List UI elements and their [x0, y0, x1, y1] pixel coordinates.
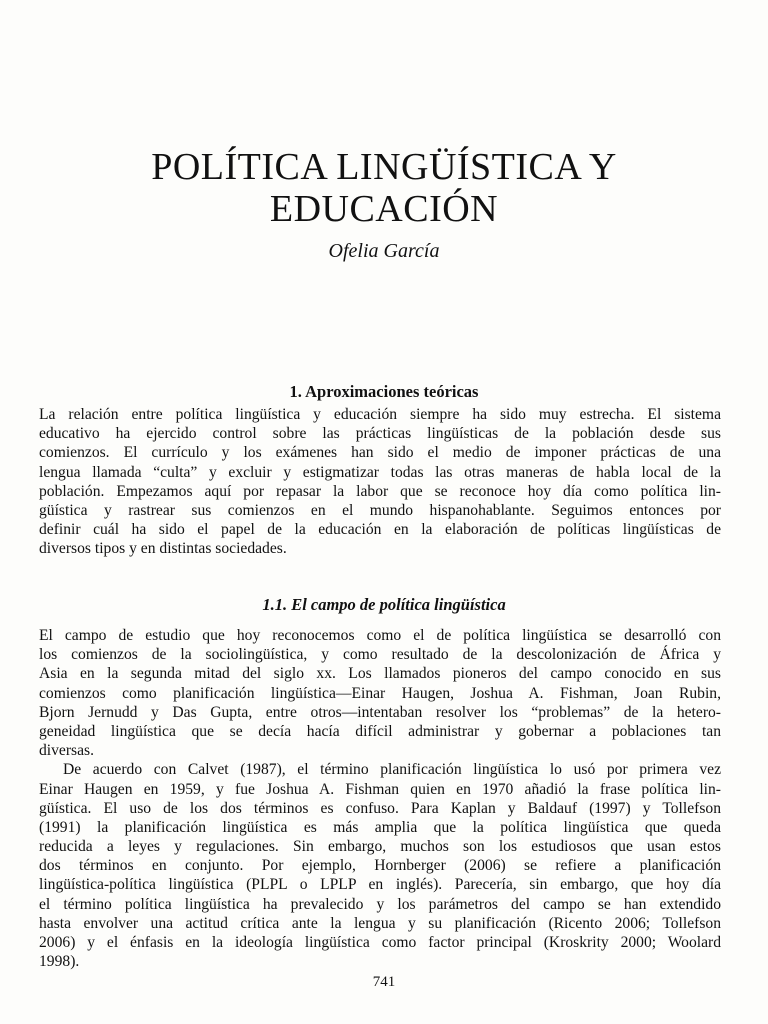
chapter-title-line-1: POLÍTICA LINGÜÍSTICA Y: [151, 146, 617, 188]
text-line: diversas.: [39, 742, 94, 760]
section-heading-1: 1. Aproximaciones teóricas: [289, 382, 479, 401]
text-line: hasta envolver una actitud crítica ante la lengua y su planificación (Ricento 2006; Tollefson: [39, 914, 721, 932]
section-1-body: [39, 405, 721, 559]
text-line: lingüística-política lingüística (PLPL o LPLP en inglés). Parecería, sin embargo, que hoy día: [39, 876, 721, 894]
text-line: reducida a leyes y regulaciones. Sin embargo, muchos son los estudiosos que usan estos: [39, 838, 721, 856]
text-line: el término política lingüística ha prevalecido y los parámetros del campo se han extendido: [39, 895, 721, 913]
section-heading-1-1: 1.1. El campo de política lingüística: [262, 595, 506, 614]
chapter-title-line-2: EDUCACIÓN: [269, 188, 499, 230]
text-line: De acuerdo con Calvet (1987), el término planificación lingüística lo usó por primera vez: [63, 761, 721, 779]
section-1-1-body: [39, 626, 721, 971]
text-line: (1991) la planificación lingüística es más amplia que la política lingüística que queda: [39, 818, 721, 836]
page-number: 741: [372, 974, 396, 990]
text-line: lengua llamada “culta” y excluir y estigmatizar todas las otras maneras de habla local de la: [39, 463, 721, 481]
text-line: geneidad lingüística que se decía hacía difícil administrar y gobernar a poblaciones tan: [39, 722, 721, 740]
text-line: La relación entre política lingüística y educación siempre ha sido muy estrecha. El sistema: [39, 406, 721, 423]
text-line: Bjorn Jernudd y Das Gupta, entre otros—intentaban resolver los “problemas” de la hetero-: [39, 703, 721, 721]
text-line: comienzos. El currículo y los exámenes han sido el medio de imponer prácticas de una: [39, 444, 721, 462]
chapter-title: [0, 146, 768, 230]
text-line: dos términos en conjunto. Por ejemplo, Hornberger (2006) se refiere a planificación: [39, 857, 721, 875]
text-line: educativo ha ejercido control sobre las prácticas lingüísticas de la población desde sus: [39, 425, 721, 443]
text-line: 2006) y el énfasis en la ideología lingüística como factor principal (Kroskrity 2000; Woolard: [39, 934, 721, 951]
text-line: definir cuál ha sido el papel de la educación en la elaboración de políticas lingüísticas de: [39, 521, 721, 539]
text-line: población. Empezamos aquí por repasar la labor que se reconoce hoy día como política lin-: [39, 482, 721, 500]
text-line: los comienzos de la sociolingüística, y como resultado de la descolonización de África y: [39, 646, 721, 664]
text-line: El campo de estudio que hoy reconocemos como el de política lingüística se desarrolló con: [39, 627, 721, 644]
text-line: güística. El uso de los dos términos es confuso. Para Kaplan y Baldauf (1997) y Tollefson: [39, 799, 721, 817]
text-line: Einar Haugen en 1959, y fue Joshua A. Fishman quien en 1970 añadió la frase política lin-: [39, 780, 721, 798]
text-line: comienzos como planificación lingüística—Einar Haugen, Joshua A. Fishman, Joan Rubin,: [39, 684, 721, 702]
text-line: güística y rastrear sus comienzos en el mundo hispanohablante. Seguimos entonces por: [39, 501, 721, 519]
author-name: Ofelia García: [328, 240, 440, 262]
text-line: 1998).: [39, 953, 80, 971]
text-line: Asia en la segunda mitad del siglo xx. Los llamados pioneros del campo conocido en sus: [39, 665, 721, 683]
text-line: diversos tipos y en distintas sociedades.: [39, 540, 287, 558]
